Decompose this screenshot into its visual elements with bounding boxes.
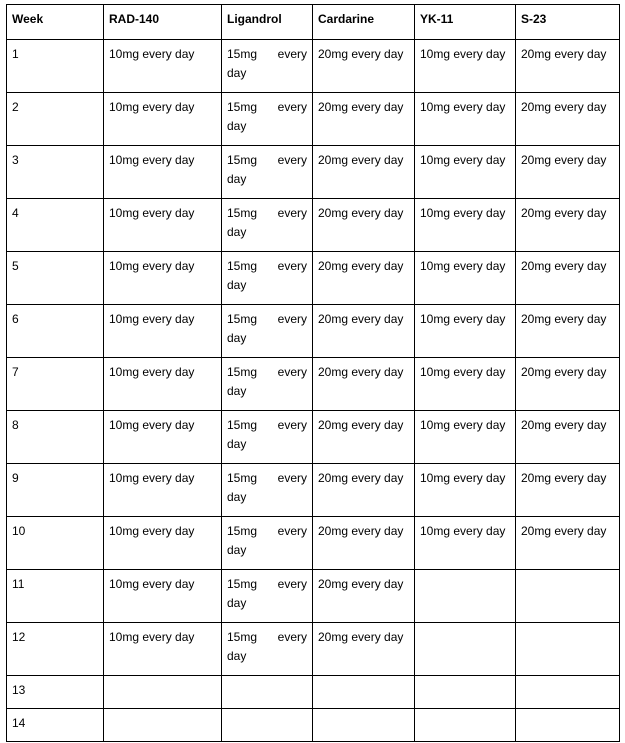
ligandrol-dose: 15mg: [227, 153, 258, 167]
cell-week: 2: [7, 93, 104, 146]
table-row: [7, 570, 620, 623]
cell-week: 11: [7, 570, 104, 623]
cell-ligandrol: [222, 709, 313, 742]
cell-yk11: 10mg every day: [415, 252, 516, 305]
ligandrol-day: day: [227, 172, 247, 186]
ligandrol-line-1: [227, 416, 307, 435]
cell-ligandrol: [222, 676, 313, 709]
ligandrol-day: day: [227, 278, 247, 292]
ligandrol-day: day: [227, 384, 247, 398]
cell-yk11: 10mg every day: [415, 358, 516, 411]
cell-week: 13: [7, 676, 104, 709]
cell-ligandrol: [222, 517, 313, 570]
cell-ligandrol: [222, 199, 313, 252]
cell-s23: [516, 623, 620, 676]
cell-cardarine: [313, 709, 415, 742]
cell-week: 10: [7, 517, 104, 570]
ligandrol-day: day: [227, 66, 247, 80]
cell-yk11: 10mg every day: [415, 199, 516, 252]
cell-s23: [516, 676, 620, 709]
ligandrol-day: day: [227, 119, 247, 133]
cell-yk11: 10mg every day: [415, 305, 516, 358]
cell-yk11: 10mg every day: [415, 464, 516, 517]
cell-rad140: 10mg every day: [104, 199, 222, 252]
ligandrol-line-1: [227, 257, 307, 276]
cell-week: 3: [7, 146, 104, 199]
cell-yk11: 10mg every day: [415, 146, 516, 199]
ligandrol-every: every: [277, 524, 307, 538]
table-row: [7, 358, 620, 411]
cell-week: 12: [7, 623, 104, 676]
cell-cardarine: 20mg every day: [313, 93, 415, 146]
cell-yk11: [415, 570, 516, 623]
ligandrol-dose: 15mg: [227, 471, 258, 485]
ligandrol-line-1: [227, 575, 307, 594]
header-s23: S-23: [516, 5, 620, 40]
cell-rad140: 10mg every day: [104, 146, 222, 199]
table-row: [7, 676, 620, 709]
table-row: [7, 146, 620, 199]
cell-yk11: 10mg every day: [415, 40, 516, 93]
ligandrol-every: every: [277, 471, 307, 485]
cell-s23: 20mg every day: [516, 517, 620, 570]
schedule-body: [7, 40, 620, 742]
ligandrol-every: every: [277, 365, 307, 379]
ligandrol-dose: 15mg: [227, 47, 258, 61]
ligandrol-dose: 15mg: [227, 365, 258, 379]
ligandrol-dose: 15mg: [227, 630, 258, 644]
cell-week: 4: [7, 199, 104, 252]
cell-ligandrol: [222, 146, 313, 199]
cell-rad140: 10mg every day: [104, 40, 222, 93]
cell-rad140: [104, 709, 222, 742]
table-row: [7, 517, 620, 570]
cell-s23: [516, 709, 620, 742]
ligandrol-line-1: [227, 151, 307, 170]
cell-rad140: 10mg every day: [104, 411, 222, 464]
cell-cardarine: 20mg every day: [313, 570, 415, 623]
ligandrol-day: day: [227, 225, 247, 239]
cell-rad140: 10mg every day: [104, 570, 222, 623]
table-row: [7, 623, 620, 676]
cell-cardarine: 20mg every day: [313, 464, 415, 517]
header-rad140: RAD-140: [104, 5, 222, 40]
cell-rad140: 10mg every day: [104, 252, 222, 305]
cell-cardarine: 20mg every day: [313, 252, 415, 305]
ligandrol-day: day: [227, 490, 247, 504]
table-row: [7, 305, 620, 358]
cell-ligandrol: [222, 93, 313, 146]
cell-s23: 20mg every day: [516, 305, 620, 358]
ligandrol-every: every: [277, 418, 307, 432]
ligandrol-dose: 15mg: [227, 100, 258, 114]
ligandrol-every: every: [277, 153, 307, 167]
cell-cardarine: 20mg every day: [313, 40, 415, 93]
cell-s23: 20mg every day: [516, 464, 620, 517]
cell-week: 6: [7, 305, 104, 358]
cell-s23: [516, 570, 620, 623]
table-row: [7, 464, 620, 517]
ligandrol-line-1: [227, 310, 307, 329]
ligandrol-dose: 15mg: [227, 418, 258, 432]
cell-rad140: 10mg every day: [104, 93, 222, 146]
ligandrol-line-1: [227, 628, 307, 647]
cell-rad140: 10mg every day: [104, 623, 222, 676]
cell-ligandrol: [222, 40, 313, 93]
ligandrol-day: day: [227, 649, 247, 663]
cell-cardarine: 20mg every day: [313, 358, 415, 411]
header-yk11: YK-11: [415, 5, 516, 40]
cell-week: 9: [7, 464, 104, 517]
table-row: [7, 93, 620, 146]
cell-cardarine: 20mg every day: [313, 199, 415, 252]
header-ligandrol: Ligandrol: [222, 5, 313, 40]
cell-s23: 20mg every day: [516, 358, 620, 411]
table-row: [7, 709, 620, 742]
cell-ligandrol: [222, 358, 313, 411]
table-row: [7, 40, 620, 93]
cell-week: 7: [7, 358, 104, 411]
header-week: Week: [7, 5, 104, 40]
ligandrol-line-1: [227, 98, 307, 117]
ligandrol-line-1: [227, 363, 307, 382]
cell-week: 14: [7, 709, 104, 742]
cell-s23: 20mg every day: [516, 411, 620, 464]
ligandrol-day: day: [227, 543, 247, 557]
cell-rad140: [104, 676, 222, 709]
ligandrol-every: every: [277, 577, 307, 591]
ligandrol-every: every: [277, 312, 307, 326]
cell-rad140: 10mg every day: [104, 305, 222, 358]
header-cardarine: Cardarine: [313, 5, 415, 40]
cell-cardarine: 20mg every day: [313, 411, 415, 464]
cell-yk11: [415, 676, 516, 709]
cell-s23: 20mg every day: [516, 93, 620, 146]
ligandrol-every: every: [277, 47, 307, 61]
cell-cardarine: 20mg every day: [313, 305, 415, 358]
ligandrol-dose: 15mg: [227, 577, 258, 591]
cell-rad140: 10mg every day: [104, 358, 222, 411]
cell-yk11: 10mg every day: [415, 93, 516, 146]
ligandrol-dose: 15mg: [227, 524, 258, 538]
ligandrol-dose: 15mg: [227, 312, 258, 326]
ligandrol-line-1: [227, 204, 307, 223]
cell-cardarine: [313, 676, 415, 709]
ligandrol-dose: 15mg: [227, 259, 258, 273]
cell-yk11: [415, 623, 516, 676]
cell-s23: 20mg every day: [516, 252, 620, 305]
dosing-schedule-table: [6, 4, 620, 742]
cell-cardarine: 20mg every day: [313, 146, 415, 199]
table-row: [7, 199, 620, 252]
cell-week: 1: [7, 40, 104, 93]
cell-rad140: 10mg every day: [104, 517, 222, 570]
cell-ligandrol: [222, 411, 313, 464]
ligandrol-line-1: [227, 522, 307, 541]
cell-ligandrol: [222, 464, 313, 517]
ligandrol-every: every: [277, 206, 307, 220]
cell-cardarine: 20mg every day: [313, 623, 415, 676]
cell-yk11: 10mg every day: [415, 411, 516, 464]
table-row: [7, 252, 620, 305]
cell-yk11: 10mg every day: [415, 517, 516, 570]
cell-s23: 20mg every day: [516, 199, 620, 252]
cell-ligandrol: [222, 252, 313, 305]
cell-week: 8: [7, 411, 104, 464]
ligandrol-every: every: [277, 100, 307, 114]
cell-yk11: [415, 709, 516, 742]
ligandrol-dose: 15mg: [227, 206, 258, 220]
cell-ligandrol: [222, 305, 313, 358]
cell-ligandrol: [222, 570, 313, 623]
ligandrol-day: day: [227, 331, 247, 345]
cell-week: 5: [7, 252, 104, 305]
table-row: [7, 411, 620, 464]
header-row: [7, 5, 620, 40]
ligandrol-line-1: [227, 469, 307, 488]
cell-rad140: 10mg every day: [104, 464, 222, 517]
ligandrol-every: every: [277, 259, 307, 273]
cell-ligandrol: [222, 623, 313, 676]
ligandrol-day: day: [227, 596, 247, 610]
cell-s23: 20mg every day: [516, 40, 620, 93]
ligandrol-every: every: [277, 630, 307, 644]
ligandrol-line-1: [227, 45, 307, 64]
ligandrol-day: day: [227, 437, 247, 451]
cell-s23: 20mg every day: [516, 146, 620, 199]
cell-cardarine: 20mg every day: [313, 517, 415, 570]
